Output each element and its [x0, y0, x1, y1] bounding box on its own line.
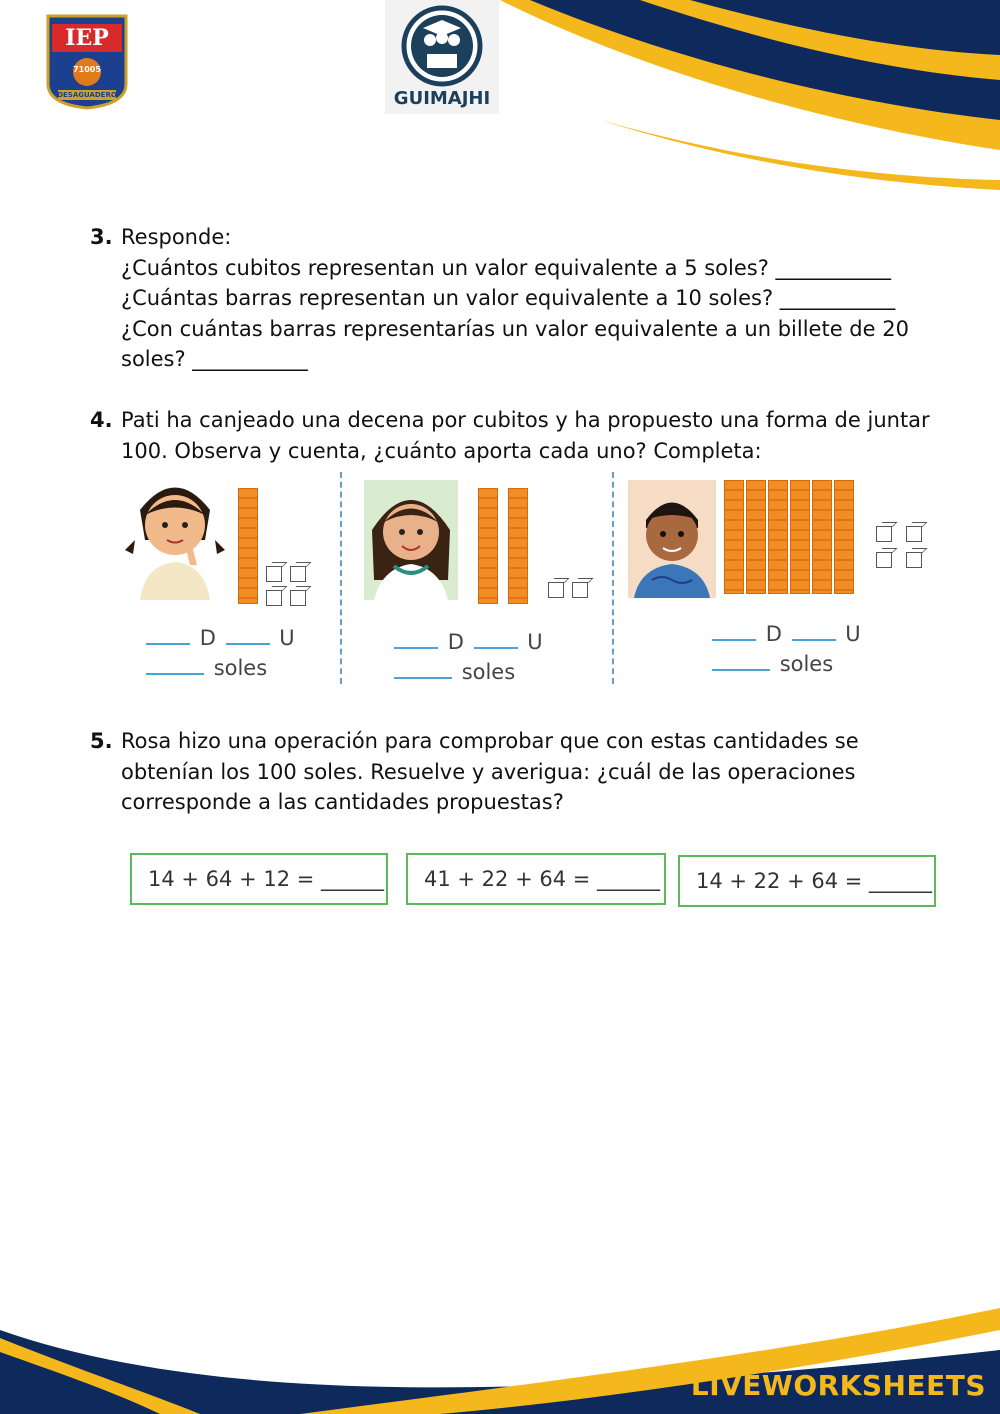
girl-illustration — [125, 470, 225, 600]
soles-label: soles — [779, 652, 834, 676]
unit-cube — [906, 526, 922, 542]
question-4-number: 4. — [90, 408, 113, 432]
ten-bar — [508, 488, 528, 604]
question-4-line: 100. Observa y cuenta, ¿cuánto aporta cada uno? Completa: — [121, 438, 762, 463]
tens-label: D — [765, 622, 782, 646]
ten-bar — [746, 480, 766, 594]
girl-illustration — [364, 480, 458, 600]
operation-box-2[interactable]: 41 + 22 + 64 = ______ — [406, 853, 666, 905]
unit-cube — [290, 566, 306, 582]
unit-cube — [290, 590, 306, 606]
panel-divider — [612, 472, 614, 684]
unit-cube — [548, 582, 564, 598]
unit-cube — [876, 526, 892, 542]
soles-answer-row — [394, 660, 518, 684]
tens-label: D — [447, 630, 464, 654]
units-label: U — [279, 626, 295, 650]
units-label: U — [527, 630, 543, 654]
school-logo — [46, 14, 128, 110]
units-blank[interactable] — [226, 641, 270, 645]
question-3 — [90, 222, 909, 375]
du-answer-row — [146, 626, 298, 650]
soles-label: soles — [461, 660, 516, 684]
question-3-number: 3. — [90, 225, 113, 249]
school-logo-number: 71005 — [73, 65, 101, 74]
soles-blank[interactable] — [712, 667, 770, 671]
ten-bar — [812, 480, 832, 594]
soles-label: soles — [213, 656, 268, 680]
units-label: U — [845, 622, 861, 646]
tens-blank[interactable] — [712, 637, 756, 641]
question-3-line: soles? ___________ — [121, 347, 308, 371]
unit-cube — [266, 566, 282, 582]
soles-blank[interactable] — [394, 675, 452, 679]
guimajhi-logo-name: GUIMAJHI — [393, 88, 491, 109]
unit-cube — [876, 552, 892, 568]
du-answer-row — [394, 630, 546, 654]
unit-cube — [906, 552, 922, 568]
boy-illustration — [628, 480, 716, 598]
operation-box-1[interactable]: 14 + 64 + 12 = ______ — [130, 853, 388, 905]
question-4-line: Pati ha canjeado una decena por cubitos y ha propuesto una forma de juntar — [121, 408, 930, 432]
school-logo-top-text: IEP — [65, 25, 109, 51]
units-blank[interactable] — [474, 645, 518, 649]
question-5-line: corresponde a las cantidades propuestas? — [121, 790, 564, 814]
question-3-line: ¿Con cuántas barras representarías un valor equivalente a un billete de 20 — [121, 316, 909, 341]
soles-answer-row — [146, 656, 270, 680]
header-swoosh — [0, 0, 1000, 200]
tens-label: D — [199, 626, 216, 650]
question-5-line: obtenían los 100 soles. Resuelve y averigua: ¿cuál de las operaciones — [121, 759, 856, 784]
ten-bar — [724, 480, 744, 594]
counting-panel-1 — [120, 470, 335, 685]
units-blank[interactable] — [792, 637, 836, 641]
ten-bar — [238, 488, 258, 604]
question-3-line: ¿Cuántos cubitos representan un valor equivalente a 5 soles? ___________ — [121, 255, 892, 280]
question-3-title: Responde: — [121, 225, 232, 249]
soles-blank[interactable] — [146, 671, 204, 675]
question-5-number: 5. — [90, 729, 113, 753]
question-4 — [90, 405, 930, 466]
question-3-line: ¿Cuántas barras representan un valor equivalente a 10 soles? ___________ — [121, 286, 896, 310]
counting-panel-3 — [628, 470, 938, 685]
ten-bar — [834, 480, 854, 594]
du-answer-row — [712, 622, 864, 646]
operation-box-3[interactable]: 14 + 22 + 64 = ______ — [678, 855, 936, 907]
question-5 — [90, 726, 859, 818]
unit-cube — [266, 590, 282, 606]
tens-blank[interactable] — [394, 645, 438, 649]
unit-cube — [572, 582, 588, 598]
liveworksheets-watermark: LIVEWORKSHEETS — [690, 1369, 986, 1402]
ten-bar — [478, 488, 498, 604]
panel-divider — [340, 472, 342, 684]
guimajhi-logo — [385, 0, 499, 114]
ten-bar — [790, 480, 810, 594]
ten-bar — [768, 480, 788, 594]
tens-blank[interactable] — [146, 641, 190, 645]
counting-panel-2 — [362, 470, 602, 685]
question-5-line: Rosa hizo una operación para comprobar que con estas cantidades se — [121, 729, 859, 753]
school-logo-bottom-text: DESAGUADERO — [57, 91, 117, 99]
soles-answer-row — [712, 652, 836, 676]
